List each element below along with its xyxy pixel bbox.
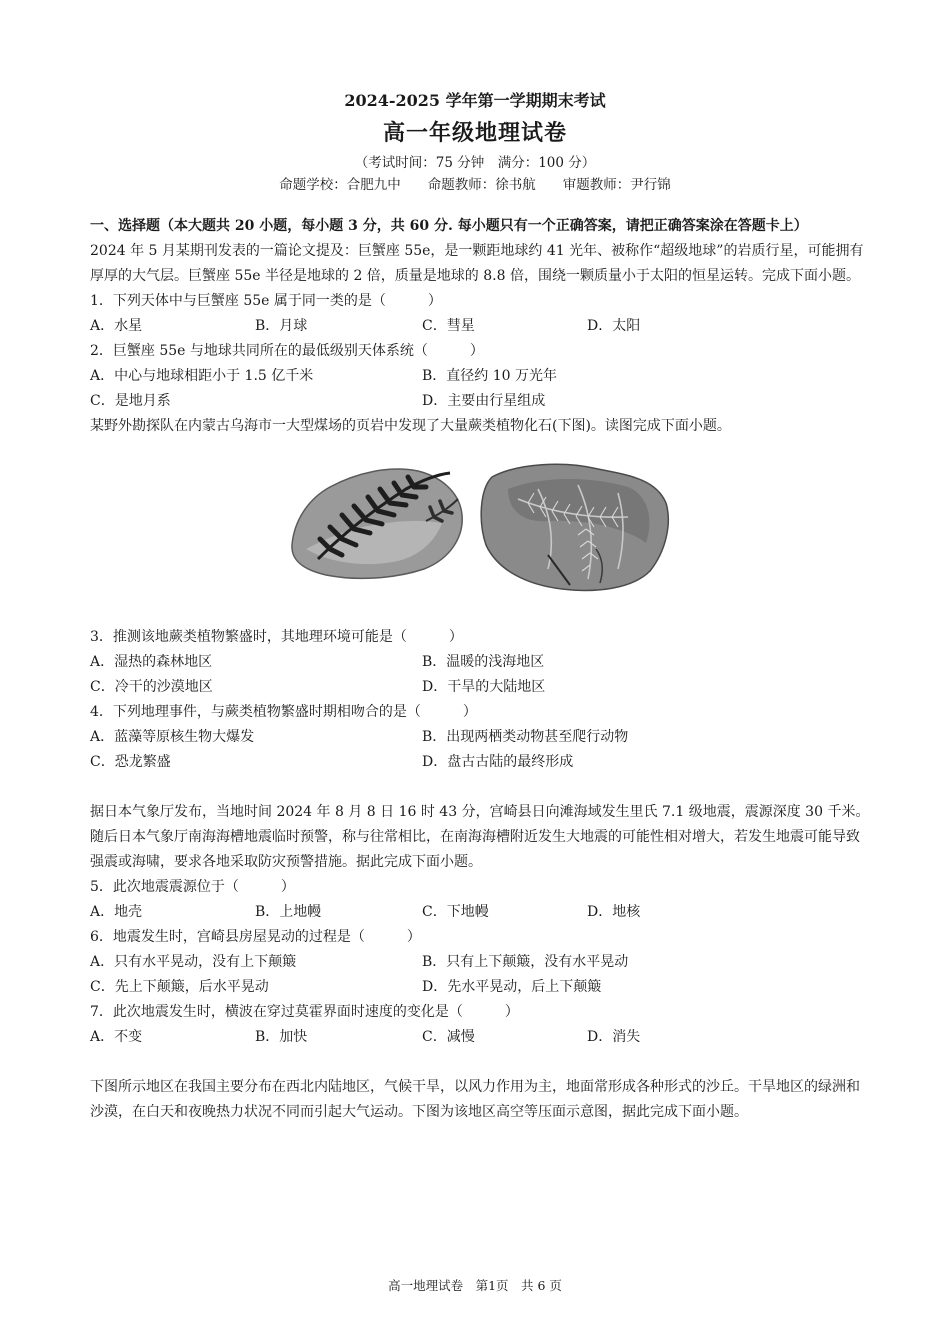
- question-2-options-row1: [90, 364, 870, 389]
- question-4-stem: 4．下列地理事件，与蕨类植物繁盛时期相吻合的是（ ）: [90, 704, 477, 720]
- q6-option-c: C．先上下颠簸，后水平晃动: [90, 979, 269, 995]
- question-4-options-row1: [90, 725, 870, 750]
- fern-fossil-image-right: [478, 459, 674, 595]
- q7-option-b: B．加快: [255, 1029, 308, 1045]
- question-5-stem: 5．此次地震震源位于（ ）: [90, 879, 295, 895]
- question-6-stem: 6．地震发生时，宫崎县房屋晃动的过程是（ ）: [90, 929, 421, 945]
- year-title: 2024-2025 学年第一学期期末考试: [344, 91, 606, 110]
- q4-option-c: C．恐龙繁盛: [90, 754, 171, 770]
- exam-header: [0, 88, 950, 196]
- question-7-stem: 7．此次地震发生时，横波在穿过莫霍界面时速度的变化是（ ）: [90, 1004, 519, 1020]
- q1-option-a: A．水星: [90, 318, 143, 334]
- q1-option-b: B．月球: [255, 318, 308, 334]
- question-2-stem: 2．巨蟹座 55e 与地球共同所在的最低级别天体系统（ ）: [90, 343, 484, 359]
- q5-option-c: C．下地幔: [422, 904, 489, 920]
- q2-option-a: A．中心与地球相距小于 1.5 亿千米: [90, 368, 314, 384]
- q2-option-b: B．直径约 10 万光年: [422, 368, 558, 384]
- q3-option-c: C．冷干的沙漠地区: [90, 679, 213, 695]
- question-4-options-row2: [90, 750, 870, 775]
- fern-fossil-image-left: [286, 459, 466, 583]
- question-3-options-row2: [90, 675, 870, 700]
- q7-option-a: A．不变: [90, 1029, 143, 1045]
- fossil-figure: [90, 439, 870, 625]
- q5-option-b: B．上地幔: [255, 904, 322, 920]
- passage-desert-oasis: 下图所示地区在我国主要分布在西北内陆地区，气候干旱，以风力作用为主，地面常形成各种形式的沙丘。干旱地区的绿洲和沙漠，在白天和夜晚热力状况不同而引起大气运动。下图为该地区高空等压面示意图，据此完成下面小题。: [90, 1079, 860, 1120]
- q5-option-d: D．地核: [587, 904, 641, 920]
- q7-option-d: D．消失: [587, 1029, 641, 1045]
- page-footer: 高一地理试卷 第1页 共 6 页: [388, 1278, 562, 1293]
- q3-option-d: D．干旱的大陆地区: [422, 679, 546, 695]
- main-title: 高一年级地理试卷: [382, 120, 567, 146]
- passage-exoplanet: 2024 年 5 月某期刊发表的一篇论文提及：巨蟹座 55e，是一颗距地球约 41 光年、被称作“超级地球”的岩质行星，可能拥有厚厚的大气层。巨蟹座 55e 半径是地球的 2 倍，质量是地球的 8.8 倍，围绕一颗质量小于太阳的恒星运转。完成下面小题。: [90, 243, 864, 284]
- question-7-options: [90, 1025, 870, 1050]
- q4-option-a: A．蓝藻等原核生物大爆发: [90, 729, 255, 745]
- section-title: 一、选择题（本大题共 20 小题，每小题 3 分，共 60 分. 每小题只有一个正确答案，请把正确答案涂在答题卡上）: [90, 218, 808, 234]
- question-1-stem: 1．下列天体中与巨蟹座 55e 属于同一类的是（ ）: [90, 293, 442, 309]
- q3-option-a: A．湿热的森林地区: [90, 654, 213, 670]
- spacer: [90, 1050, 870, 1075]
- passage-fossil: 某野外勘探队在内蒙古乌海市一大型煤场的页岩中发现了大量蕨类植物化石(下图)。读图完成下面小题。: [90, 418, 731, 434]
- exam-body: [90, 214, 870, 1125]
- question-2-options-row2: [90, 389, 870, 414]
- question-3-stem: 3．推测该地蕨类植物繁盛时，其地理环境可能是（ ）: [90, 629, 463, 645]
- spacer: [90, 775, 870, 800]
- q1-option-c: C．彗星: [422, 318, 475, 334]
- q5-option-a: A．地壳: [90, 904, 143, 920]
- question-6-options-row1: [90, 950, 870, 975]
- passage-earthquake: 据日本气象厅发布，当地时间 2024 年 8 月 8 日 16 时 43 分，宫崎县日向滩海域发生里氏 7.1 级地震，震源深度 30 千米。随后日本气象厅南海海槽地震临时预警，称与往常相比，在南海海槽附近发生大地震的可能性相对增大，若发生地震可能导致强震或海啸，要求各地采取防灾预警措施。据此完成下面小题。: [90, 804, 870, 870]
- q7-option-c: C．减慢: [422, 1029, 475, 1045]
- exam-info: （考试时间：75 分钟 满分：100 分）: [354, 155, 596, 171]
- question-3-options-row1: [90, 650, 870, 675]
- q1-option-d: D．太阳: [587, 318, 641, 334]
- q6-option-d: D．先水平晃动，后上下颠簸: [422, 979, 602, 995]
- q2-option-d: D．主要由行星组成: [422, 393, 546, 409]
- question-5-options: [90, 900, 870, 925]
- q3-option-b: B．温暖的浅海地区: [422, 654, 545, 670]
- q4-option-b: B．出现两栖类动物甚至爬行动物: [422, 729, 629, 745]
- q6-option-b: B．只有上下颠簸，没有水平晃动: [422, 954, 629, 970]
- exam-authors: 命题学校：合肥九中 命题教师：徐书航 审题教师：尹行锦: [279, 177, 671, 193]
- q4-option-d: D．盘古古陆的最终形成: [422, 754, 574, 770]
- question-6-options-row2: [90, 975, 870, 1000]
- question-1-options: [90, 314, 870, 339]
- q6-option-a: A．只有水平晃动，没有上下颠簸: [90, 954, 297, 970]
- q2-option-c: C．是地月系: [90, 393, 171, 409]
